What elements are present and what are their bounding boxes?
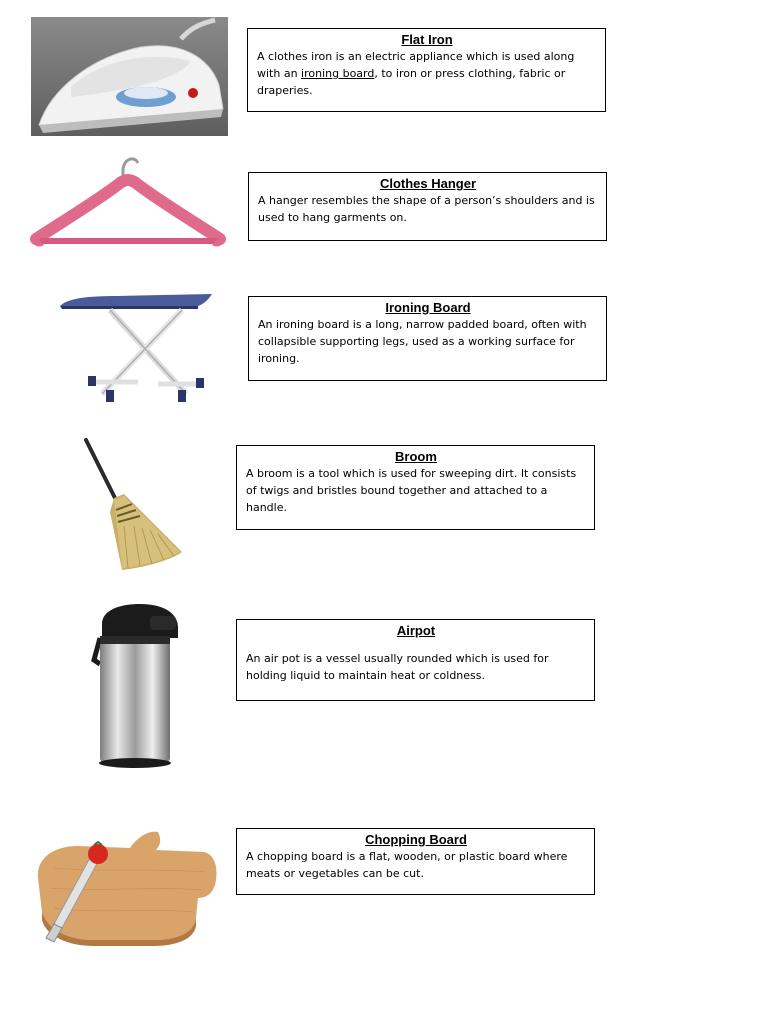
clothes-hanger-description: A hanger resembles the shape of a person’s shoulders and is used to hang garments on. xyxy=(258,194,595,224)
flat-iron-image xyxy=(31,17,228,136)
chopping-board-image xyxy=(34,828,220,946)
clothes-hanger-icon xyxy=(30,153,226,253)
flat-iron-icon xyxy=(31,17,228,136)
airpot-image xyxy=(90,602,182,770)
clothes-hanger-title: Clothes Hanger xyxy=(379,176,477,191)
airpot-card xyxy=(236,619,595,701)
ironing-board-link[interactable]: ironing board xyxy=(301,67,375,80)
flat-iron-title: Flat Iron xyxy=(401,32,453,47)
flat-iron-text-part: A clothes iron is an electric appliance which is used along with an xyxy=(257,50,575,80)
broom-icon xyxy=(80,436,184,572)
chopping-board-title: Chopping Board xyxy=(365,832,467,847)
flat-iron-text-part: , to iron or press clothing, fabric or draperies. xyxy=(257,67,566,97)
airpot-description: An air pot is a vessel usually rounded which is used for holding liquid to maintain heat or coldness. xyxy=(246,652,549,682)
airpot-icon xyxy=(90,602,182,770)
ironing-board-title: Ironing Board xyxy=(385,300,471,315)
ironing-board-description: An ironing board is a long, narrow padded board, often with collapsible supporting legs, used as a working surface for ironing. xyxy=(258,318,587,365)
broom-description: A broom is a tool which is used for sweeping dirt. It consists of twigs and bristles bound together and attached to a handle. xyxy=(246,467,577,514)
chopping-board-description: A chopping board is a flat, wooden, or plastic board where meats or vegetables can be cut. xyxy=(246,850,568,880)
chopping-board-card xyxy=(236,828,595,895)
broom-card xyxy=(236,445,595,530)
clothes-hanger-image xyxy=(30,153,226,253)
airpot-title: Airpot xyxy=(396,623,436,638)
ironing-board-icon xyxy=(58,290,216,414)
chopping-board-icon xyxy=(34,828,220,946)
flat-iron-card xyxy=(247,28,606,112)
ironing-board-image xyxy=(58,290,216,414)
ironing-board-card xyxy=(248,296,607,381)
clothes-hanger-card xyxy=(248,172,607,241)
flat-iron-description xyxy=(257,48,597,99)
broom-image xyxy=(80,436,184,572)
broom-title: Broom xyxy=(395,449,437,464)
